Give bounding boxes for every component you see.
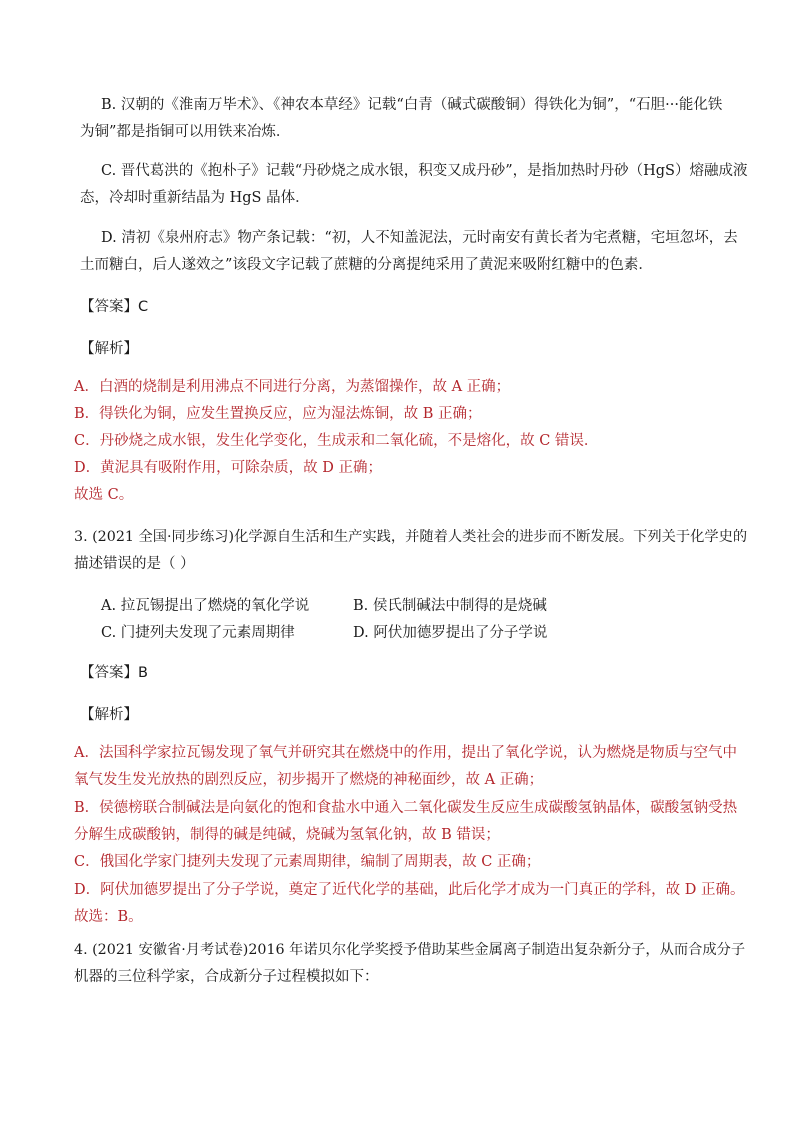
- q3-option-c: C. 门捷列夫发现了元素周期律: [101, 625, 295, 641]
- q2-analysis-line: 故选 C。: [74, 487, 134, 503]
- q3-analysis-line: 故选：B。: [74, 909, 143, 925]
- q3-stem-line1: 3. (2021 全国·同步练习)化学源自生活和生产实践，并随着人类社会的进步而不断发展。下列关于化学史的: [74, 529, 748, 545]
- q3-stem-line2: 描述错误的是（ ）: [74, 556, 195, 572]
- q3-analysis-line: B．侯德榜联合制碱法是向氨化的饱和食盐水中通入二氧化碳发生反应生成碳酸氢钠晶体，碳酸氢钠受热: [74, 800, 738, 816]
- q3-analysis-line: D．阿伏加德罗提出了分子学说，奠定了近代化学的基础，此后化学才成为一门真正的学科，故 D 正确。: [74, 882, 745, 898]
- q3-analysis-label: 【解析】: [80, 707, 138, 723]
- q2-option-c-line1: C. 晋代葛洪的《抱朴子》记载“丹砂烧之成水银，积变又成丹砂”，是指加热时丹砂（HgS）熔融成液: [101, 163, 748, 179]
- q2-option-d-line1: D. 清初《泉州府志》物产条记载：“初，人不知盖泥法，元时南安有黄长者为宅煮糖，宅垣忽坏，去: [101, 230, 738, 246]
- q2-analysis-label: 【解析】: [80, 341, 138, 357]
- q3-analysis-line: A．法国科学家拉瓦锡发现了氧气并研究其在燃烧中的作用，提出了氧化学说，认为燃烧是物质与空气中: [74, 745, 737, 761]
- q2-analysis-line: B．得铁化为铜，应发生置换反应，应为湿法炼铜，故 B 正确；: [74, 406, 482, 422]
- q3-option-b: B. 侯氏制碱法中制得的是烧碱: [353, 598, 547, 614]
- q4-stem-line1: 4. (2021 安徽省·月考试卷)2016 年诺贝尔化学奖授予借助某些金属离子制造出复杂新分子，从而合成分子: [74, 942, 746, 958]
- q4-stem-line2: 机器的三位科学家，合成新分子过程模拟如下：: [74, 969, 379, 985]
- q2-analysis-line: D．黄泥具有吸附作用，可除杂质，故 D 正确；: [74, 460, 382, 476]
- q2-option-c-line2: 态，冷却时重新结晶为 HgS 晶体．: [80, 190, 310, 206]
- q3-answer: 【答案】B: [80, 665, 148, 681]
- q3-option-d: D. 阿伏加德罗提出了分子学说: [353, 625, 548, 641]
- q2-analysis-line: A．白酒的烧制是利用沸点不同进行分离，为蒸馏操作，故 A 正确；: [74, 379, 511, 395]
- q2-answer: 【答案】C: [80, 299, 149, 315]
- q3-analysis-line: C．俄国化学家门捷列夫发现了元素周期律，编制了周期表，故 C 正确；: [74, 854, 541, 870]
- q2-option-b-line2: 为铜”都是指铜可以用铁来冶炼．: [80, 124, 291, 140]
- q2-analysis-line: C．丹砂烧之成水银，发生化学变化，生成汞和二氧化硫，不是熔化，故 C 错误．: [74, 433, 599, 449]
- q2-option-b-line1: B. 汉朝的《淮南万毕术》、《神农本草经》记载“白青（碱式碳酸铜）得铁化为铜”，“石胆···能化铁: [101, 97, 723, 113]
- q3-option-a: A. 拉瓦锡提出了燃烧的氧化学说: [101, 598, 310, 614]
- q3-analysis-line: 分解生成碳酸钠，制得的碱是纯碱，烧碱为氢氧化钠，故 B 错误；: [74, 827, 500, 843]
- q2-option-d-line2: 土而糖白，后人遂效之”该段文字记载了蔗糖的分离提纯采用了黄泥来吸附红糖中的色素．: [80, 257, 653, 273]
- q3-analysis-line: 氧气发生发光放热的剧烈反应，初步揭开了燃烧的神秘面纱，故 A 正确；: [74, 772, 544, 788]
